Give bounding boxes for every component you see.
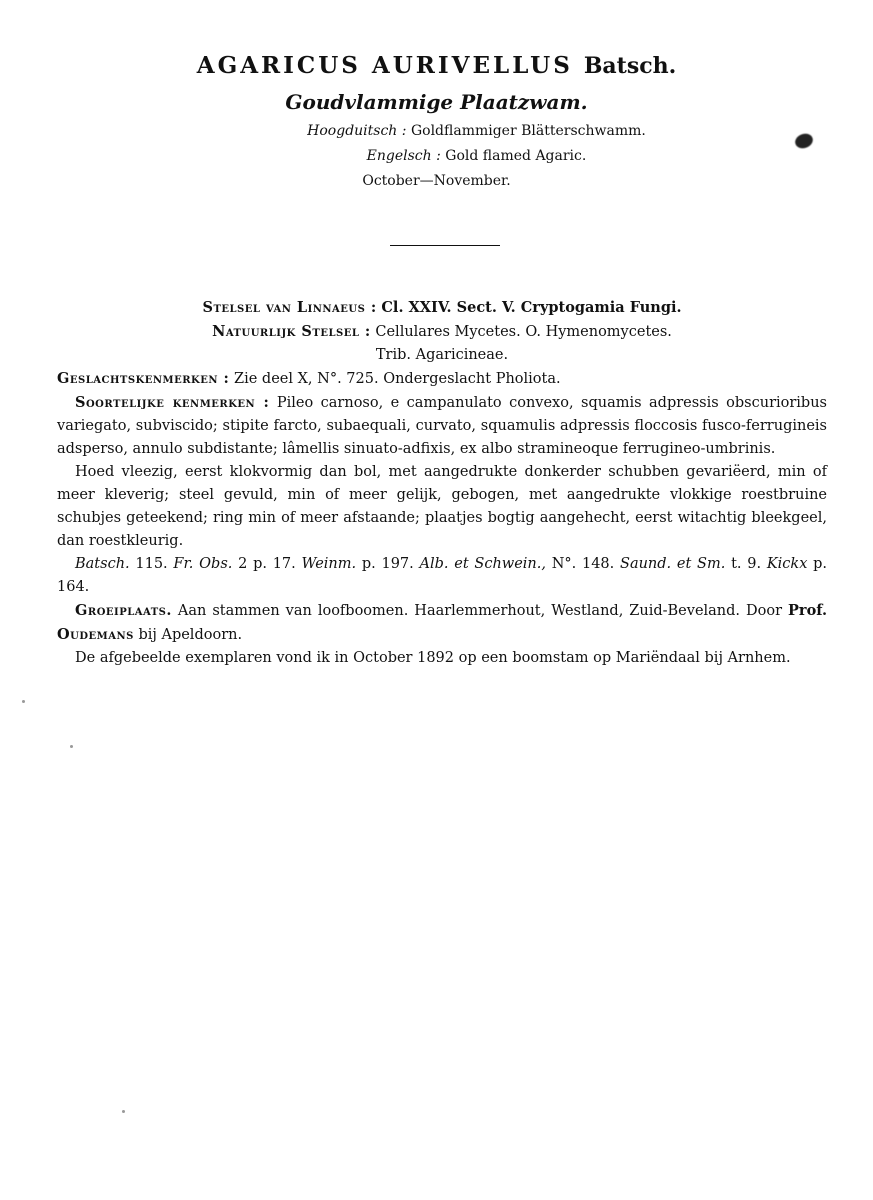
- german-name: Goldflammiger Blätterschwamm.: [410, 123, 646, 139]
- ref-batsch-num: 115.: [135, 556, 168, 572]
- ref-weinmann: Weinm.: [301, 556, 357, 572]
- species-author: Batsch.: [583, 53, 677, 79]
- species-name: AGARICUS AURIVELLUS: [196, 52, 573, 79]
- species-label: Soortelijke kenmerken :: [75, 394, 270, 411]
- english-name-line: [0, 148, 873, 164]
- linnaeus-line: [57, 296, 827, 320]
- ref-albertini-num: N°. 148.: [551, 556, 615, 572]
- references-paragraph: [57, 553, 827, 599]
- dutch-description-paragraph: Hoed vleezig, eerst klokvormig dan bol, met aangedrukte donkerder schubben gevariëerd, min of meer kleverig; steel gevuld, min of meer gelijk, gebogen, met aangedrukte vlokkige roestbruine schubjes geteekend; ring min of meer afstaande; plaatjes bogtig aangehecht, eerst witachtig bleekgeel, dan roestkleurig.: [57, 464, 827, 549]
- german-name-line: [0, 123, 873, 139]
- ref-fries-num: 2 p. 17.: [238, 556, 296, 572]
- linnaeus-text: Cl. XXIV. Sect. V. Cryptogamia Fungi.: [381, 299, 682, 316]
- collection-note-paragraph: De afgebeelde exemplaren vond ik in October 1892 op een boomstam op Mariëndaal bij Arnhem.: [75, 650, 791, 666]
- ref-saunders: Saund. et Sm.: [620, 556, 726, 572]
- genus-label: Geslachtskenmerken :: [57, 370, 230, 387]
- ref-batsch: Batsch.: [75, 556, 130, 572]
- dutch-name: Goudvlammige Plaatzwam.: [285, 90, 588, 114]
- species-text: Pileo carnoso, e campanulato convexo, squamis adpressis obscurioribus variegato, subviscido; stipite farcto, subaequali, curvato, squamulis adpressis floccosis fusco-ferrugineis adsperso, annulo subdistante; lâmellis sinuato-adfixis, ex albo stramineoque ferrugineo-umbrinis.: [57, 395, 827, 457]
- ref-kickx: Kickx: [766, 556, 808, 572]
- ref-weinmann-num: p. 197.: [361, 556, 414, 572]
- german-label: Hoogduitsch :: [307, 123, 407, 139]
- ref-fries: Fr. Obs.: [173, 556, 233, 572]
- ref-albertini: Alb. et Schwein.,: [419, 556, 546, 572]
- natural-system-label: Natuurlijk Stelsel :: [212, 323, 371, 340]
- habitat-label: Groeiplaats.: [75, 602, 172, 619]
- habitat-text: Aan stammen van loofboomen. Haarlemmerhout, Westland, Zuid-Beveland. Door: [177, 603, 783, 619]
- ref-saunders-num: t. 9.: [731, 556, 762, 572]
- species-paragraph: [57, 391, 827, 461]
- natural-system-line-2: Trib. Agaricineae.: [375, 347, 509, 363]
- english-label: Engelsch :: [366, 148, 441, 164]
- speck-mark: [122, 1110, 125, 1113]
- habitat-prof: Prof.: [788, 602, 828, 619]
- speck-mark: [70, 745, 73, 748]
- speck-mark: [22, 700, 25, 703]
- linnaeus-label: Stelsel van Linnaeus :: [202, 299, 377, 316]
- genus-paragraph: [57, 367, 827, 391]
- habitat-paragraph: [57, 599, 827, 647]
- species-title: [0, 52, 873, 79]
- natural-system-text: Cellulares Mycetes. O. Hymenomycetes.: [375, 324, 672, 340]
- english-name: Gold flamed Agaric.: [445, 148, 587, 164]
- season-line: October—November.: [362, 173, 511, 189]
- natural-system-line: [57, 320, 827, 344]
- habitat-name: Oudemans: [57, 626, 134, 643]
- section-divider: [390, 245, 500, 246]
- habitat-text-2: bij Apeldoorn.: [138, 627, 243, 643]
- ref-kickx-num: p. 164.: [57, 556, 828, 595]
- description-body: [57, 296, 827, 670]
- genus-text: Zie deel X, N°. 725. Ondergeslacht Pholiota.: [234, 371, 561, 387]
